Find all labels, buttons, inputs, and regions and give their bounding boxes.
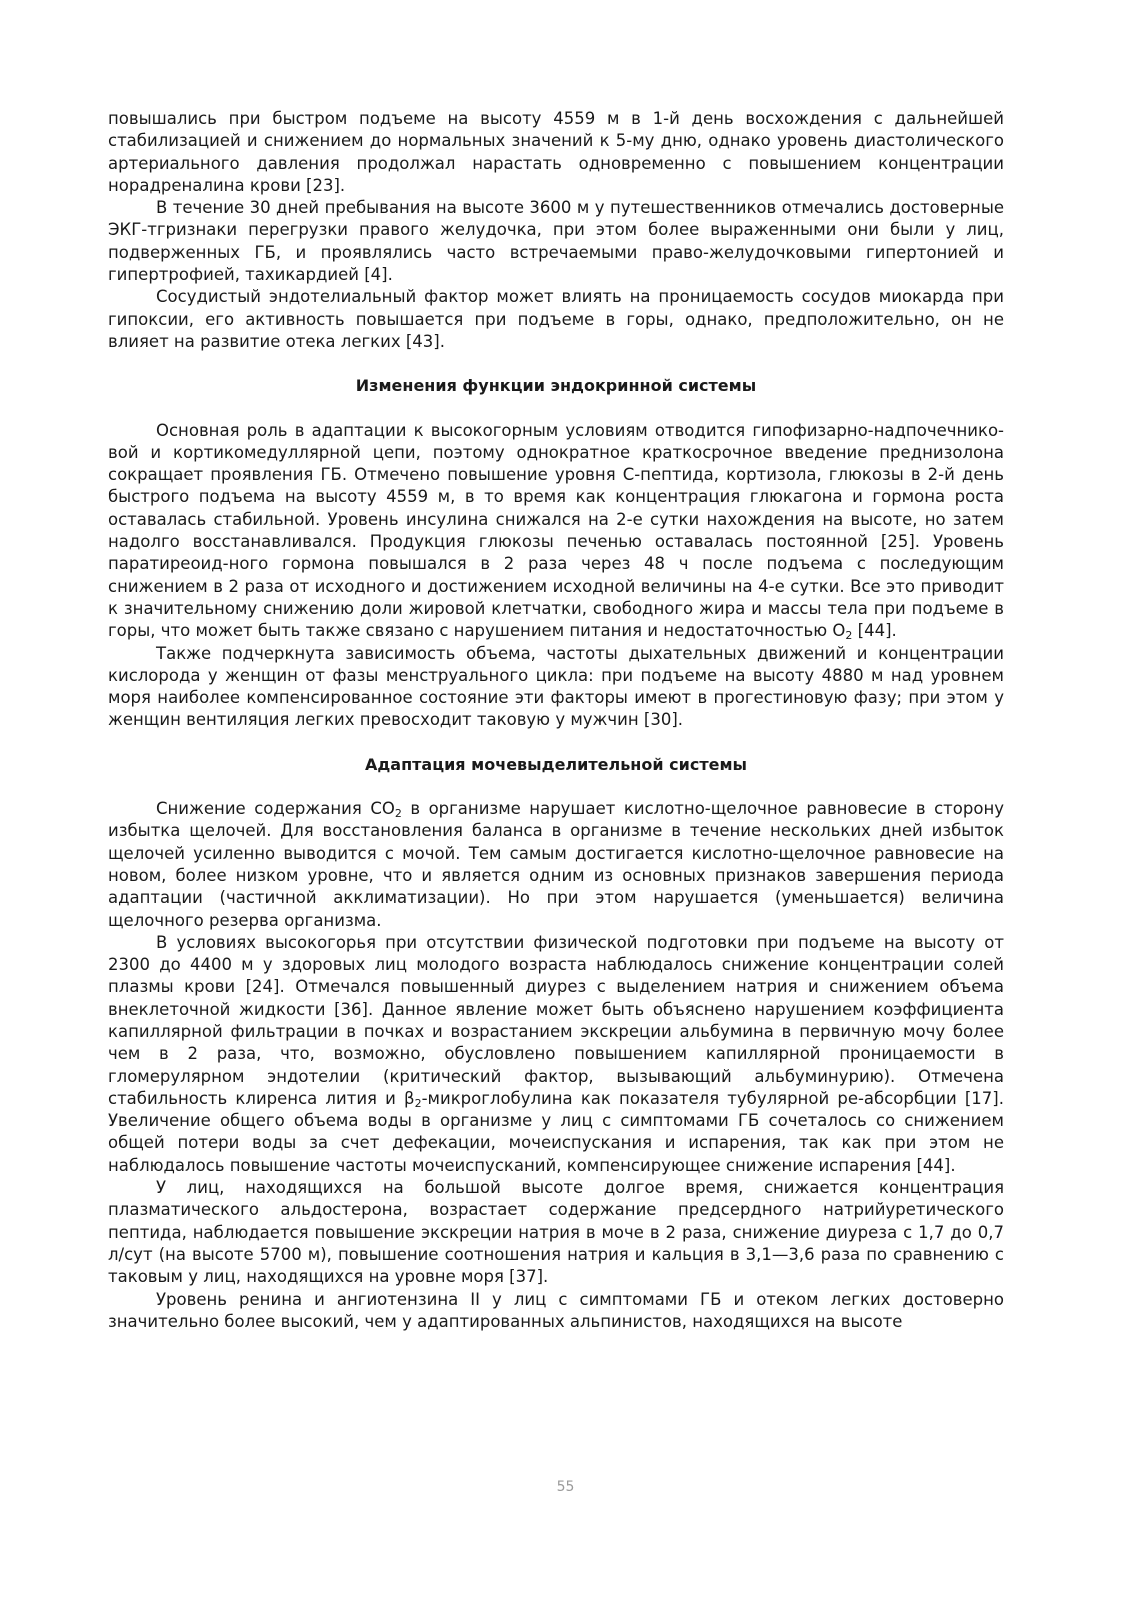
subscript-o2: 2 [845, 629, 853, 643]
paragraph-6-start: Снижение содержания CO [156, 799, 395, 819]
paragraph-7-text: В условиях высокогорья при отсутствии физической подготовки при подъеме на высоту от 2300 до 4400 м у здоровых лиц молодого возраста наблюдалось снижение концентрации солей плазмы крови [24]. Отмечался повышенный диурез с выделением натрия и снижением объема внеклеточной жидкости [36]. Данное явление может быть объяснено нарушением коэффициента капиллярной фильтрации в почках и возрастанием экскреции альбумина в первичную мочу более чем в 2 раза, что, возможно, обусловлено повышением капиллярной проницаемости в гломерулярном эндотелии (критический фактор, вызывающий альбуминурию). Отмечена стабильность клиренса лития и β [108, 932, 1004, 1108]
paragraph-7 [108, 932, 1004, 1177]
paragraph-5: Также подчеркнута зависимость объема, частоты дыхательных движений и концентрации кислорода у женщин от фазы менструального цикла: при подъеме на высоту 4880 м над уровнем моря наиболее компенсированное состояние эти факторы имеют в прогестиновую фазу; при этом у женщин вентиляция легких превосходит таковую у мужчин [30]. [108, 643, 1004, 730]
section-heading-urinary: Адаптация мочевыделительной системы [365, 754, 747, 774]
paragraph-8: У лиц, находящихся на большой высоте долгое время, снижается концентрация плазматического альдостерона, возрастает содержание предсердного натрийуретического пептида, наблюдается повышение экскреции натрия в моче в 2 раза, снижение диуреза с 1,7 до 0,7 л/сут (на высоте 5700 м), повышение соотношения натрия и кальция в 3,1—3,6 раза по сравнению с таковым у лиц, находящихся на уровне моря [37]. [108, 1178, 1004, 1287]
paragraph-4 [108, 420, 1004, 643]
paragraph-4-text: Основная роль в адаптации к высокогорным условиям отводится гипофизарно-надпочечнико-вой и кортикомедуллярной цепи, поэтому однократное краткосрочное введение преднизолона сокращает проявления ГБ. Отмечено повышение уровня С-пептида, кортизола, глюкозы в 2-й день быстрого подъема на высоту 4559 м, в то время как концентрация глюкагона и гормона роста оставалась стабильной. Уровень инсулина снижался на 2-е сутки нахождения на высоте, но затем надолго восстанавливался. Продукция глюкозы печенью оставалась постоянной [25]. Уровень паратиреоид-ного гормона повышался в 2 раза через 48 ч после подъема с последующим снижением в 2 раза от исходного и достижением исходной величины на 4-е сутки. Все это приводит к значительному снижению доли жировой клетчатки, свободного жира и массы тела при подъеме в горы, что может быть также связано с нарушением питания и недостаточностью O [108, 420, 1004, 641]
subscript-co2: 2 [394, 807, 402, 821]
paragraph-1: повышались при быстром подъеме на высоту 4559 м в 1-й день восхождения с дальнейшей стабилизацией и снижением до нормальных значений к 5-му дню, однако уровень диастолического артериального давления продолжал нарастать одновременно с повышением концентрации норадреналина крови [23]. [108, 109, 1004, 195]
paragraph-6-text: в организме нарушает кислотно-щелочное равновесие в сторону избытка щелочей. Для восстановления баланса в организме в течение нескольких дней избыток щелочей усиленно выводится с мочой. Тем самым достигается кислотно-щелочное равновесие на новом, более низком уровне, что и является одним из основных признаков завершения периода адаптации (частичной акклиматизации). Но при этом нарушается (уменьшается) величина щелочного резерва организма. [108, 799, 1005, 930]
paragraph-4-end: [44]. [852, 621, 897, 641]
section-heading-endocrine: Изменения функции эндокринной системы [355, 376, 757, 396]
paragraph-9: Уровень ренина и ангиотензина II у лиц с симптомами ГБ и отеком легких достоверно значительно более высокий, чем у адаптированных альпинистов, находящихся на высоте [108, 1289, 1004, 1331]
paragraph-2: В течение 30 дней пребывания на высоте 3600 м у путешественников отмечались достоверные ЭКГ-тгризнаки перегрузки правого желудочка, при этом более выраженными они были у лиц, подверженных ГБ, и проявлялись часто встречаемыми право-желудочковыми гипертонией и гипертрофией, тахикардией [4]. [108, 198, 1004, 285]
paragraph-6 [108, 798, 1004, 932]
subscript-beta2: 2 [414, 1096, 422, 1110]
document-body [108, 108, 1004, 1333]
paragraph-3: Сосудистый эндотелиальный фактор может влиять на проницаемость сосудов миокарда при гипоксии, его активность повышается при подъеме в горы, однако, предположительно, он не влияет на развитие отека легких [43]. [108, 287, 1004, 351]
paragraph-7-end: -микроглобулина как показателя тубулярной ре-абсорбции [17]. Увеличение общего объема воды в организме у лиц с симптомами ГБ сочеталось со снижением общей потери воды за счет дефекации, мочеиспускания и испарения, так как при этом не наблюдалось повышение частоты мочеиспусканий, компенсирующее снижение испарения [44]. [108, 1088, 1004, 1175]
page-number: 55 [556, 1479, 575, 1495]
